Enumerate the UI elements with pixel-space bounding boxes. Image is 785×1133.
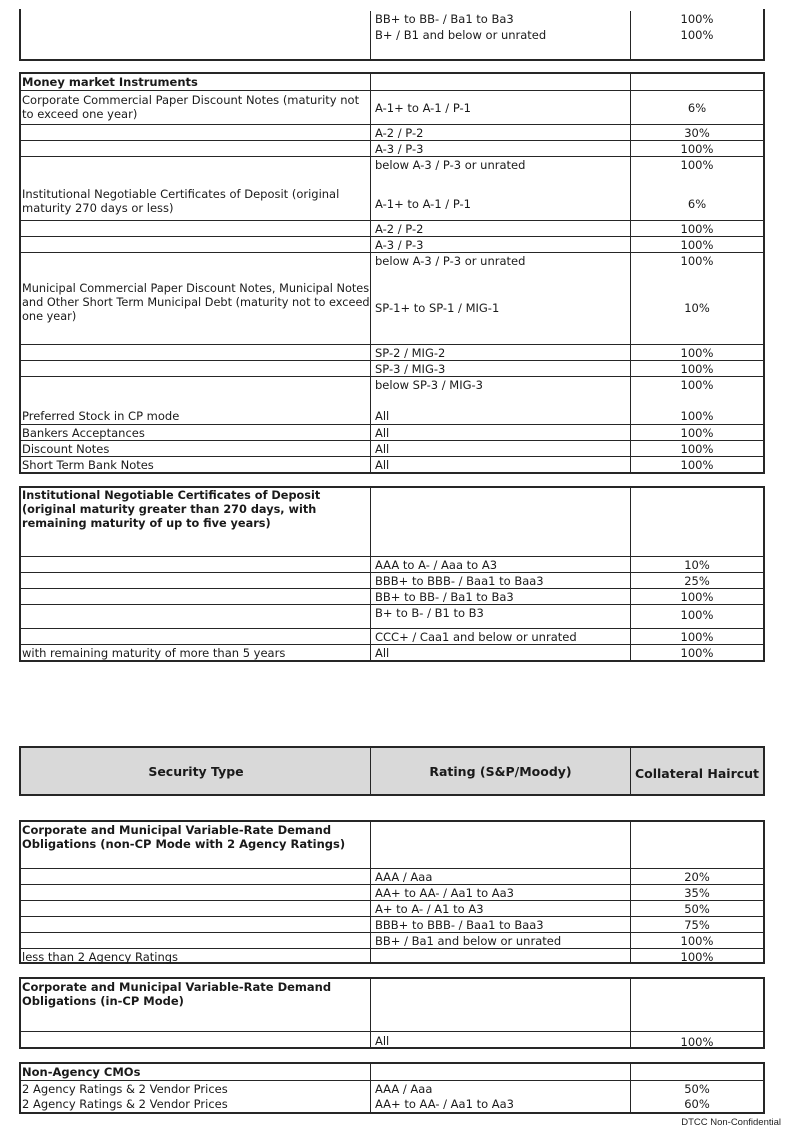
security-label: Municipal Commercial Paper Discount Notes, Municipal Notes and Other Short Term Municipal Debt (maturity not to exceed one year) <box>22 282 370 323</box>
footer-classification: DTCC Non-Confidential <box>681 1117 781 1128</box>
table-row <box>21 604 763 628</box>
haircut-cell: 100% <box>680 346 714 360</box>
table-row <box>21 900 763 916</box>
table-row <box>21 184 763 220</box>
security-label: Discount Notes <box>22 442 110 456</box>
section-title: Non-Agency CMOs <box>22 1065 141 1079</box>
rating-cell: All <box>375 646 390 660</box>
rating-cell: A-2 / P-2 <box>375 222 424 236</box>
haircut-cell: 100% <box>680 646 714 660</box>
haircut-cell: 75% <box>684 918 710 932</box>
haircut-cell: 100% <box>680 442 714 456</box>
haircut-cell: 20% <box>684 870 710 884</box>
table-row <box>21 884 763 900</box>
table-row <box>21 1064 763 1080</box>
rating-cell: All <box>375 442 390 456</box>
table-row <box>21 948 763 964</box>
security-label: Short Term Bank Notes <box>22 458 154 472</box>
haircut-cell: 100% <box>680 238 714 252</box>
table-row <box>21 140 763 156</box>
table-row <box>21 156 763 184</box>
rating-cell: All <box>375 1034 390 1048</box>
rating-cell: BB+ to BB- / Ba1 to Ba3 <box>375 590 514 604</box>
rating-cell: All <box>375 458 390 472</box>
haircut-cell: 100% <box>680 158 714 172</box>
haircut-cell: 100% <box>680 142 714 156</box>
rating-cell: below SP-3 / MIG-3 <box>375 378 483 392</box>
header-collateral-haircut: Collateral Haircut <box>634 766 760 781</box>
rating-cell: SP-2 / MIG-2 <box>375 346 446 360</box>
table-row <box>21 252 763 280</box>
rating-cell: below A-3 / P-3 or unrated <box>375 254 526 268</box>
table-top-continuation <box>19 9 765 61</box>
header-rating: Rating (S&P/Moody) <box>429 764 572 779</box>
haircut-cell: 6% <box>687 101 707 115</box>
haircut-cell: 100% <box>680 12 714 26</box>
haircut-cell: 35% <box>684 886 710 900</box>
rating-cell: A-3 / P-3 <box>375 142 424 156</box>
table-row <box>21 27 763 59</box>
haircut-cell: 25% <box>684 574 710 588</box>
section-title: Corporate and Municipal Variable-Rate Demand Obligations (in-CP Mode) <box>22 980 332 1008</box>
table-row <box>21 424 763 440</box>
haircut-cell: 100% <box>680 934 714 948</box>
security-label: Preferred Stock in CP mode <box>22 409 180 423</box>
rating-cell: SP-3 / MIG-3 <box>375 362 446 376</box>
table-header <box>19 746 765 796</box>
haircut-cell: 100% <box>680 28 714 42</box>
security-label: 2 Agency Ratings & 2 Vendor Prices <box>22 1097 228 1111</box>
rating-cell: AAA / Aaa <box>375 870 433 884</box>
table-row <box>21 556 763 572</box>
table-row <box>21 360 763 376</box>
table-vrdo-non-cp <box>19 820 765 964</box>
rating-cell: SP-1+ to SP-1 / MIG-1 <box>375 301 500 315</box>
haircut-cell: 10% <box>684 301 710 315</box>
table-vrdo-in-cp <box>19 977 765 1049</box>
table-row <box>21 440 763 456</box>
haircut-cell: 100% <box>680 409 714 423</box>
security-label: Corporate Commercial Paper Discount Notes (maturity not to exceed one year) <box>22 93 360 121</box>
haircut-cell: 100% <box>680 458 714 472</box>
rating-cell: All <box>375 409 390 423</box>
table-row <box>21 280 763 344</box>
haircut-cell: 6% <box>687 197 707 211</box>
table-non-agency-cmos <box>19 1062 765 1114</box>
rating-cell: A-3 / P-3 <box>375 238 424 252</box>
table-money-market <box>19 72 765 474</box>
rating-cell: All <box>375 426 390 440</box>
haircut-cell: 60% <box>684 1097 710 1111</box>
section-title: Corporate and Municipal Variable-Rate Demand Obligations (non-CP Mode with 2 Agency Ratings) <box>22 823 346 851</box>
table-row <box>21 868 763 884</box>
table-row <box>21 1096 763 1112</box>
table-row <box>21 220 763 236</box>
rating-cell: AAA / Aaa <box>375 1082 433 1096</box>
table-row <box>21 11 763 27</box>
haircut-cell: 50% <box>684 902 710 916</box>
table-row <box>21 628 763 644</box>
table-row <box>21 90 763 124</box>
haircut-cell: 100% <box>680 222 714 236</box>
rating-cell: A-1+ to A-1 / P-1 <box>375 101 471 115</box>
rating-cell: A-2 / P-2 <box>375 126 424 140</box>
section-title: Money market Instruments <box>22 75 198 89</box>
rating-cell: BBB+ to BBB- / Baa1 to Baa3 <box>375 574 544 588</box>
table-row <box>21 932 763 948</box>
table-row <box>21 344 763 360</box>
table-row <box>21 1031 763 1049</box>
table-row <box>21 408 763 424</box>
haircut-cell: 100% <box>680 378 714 392</box>
haircut-cell: 50% <box>684 1082 710 1096</box>
haircut-cell: 100% <box>680 362 714 376</box>
haircut-cell: 100% <box>680 426 714 440</box>
security-label: with remaining maturity of more than 5 years <box>22 646 286 660</box>
table-row <box>21 588 763 604</box>
rating-cell: BBB+ to BBB- / Baa1 to Baa3 <box>375 918 544 932</box>
rating-cell: BB+ / Ba1 and below or unrated <box>375 934 562 948</box>
haircut-cell: 100% <box>680 590 714 604</box>
haircut-cell: 100% <box>680 608 714 622</box>
rating-cell: AA+ to AA- / Aa1 to Aa3 <box>375 886 514 900</box>
table-row <box>21 644 763 660</box>
security-label: less than 2 Agency Ratings <box>22 950 179 964</box>
table-row <box>21 236 763 252</box>
rating-cell: CCC+ / Caa1 and below or unrated <box>375 630 577 644</box>
table-row <box>21 916 763 932</box>
table-row <box>21 572 763 588</box>
table-row <box>21 74 763 90</box>
table-row <box>21 488 763 556</box>
table-row <box>21 124 763 140</box>
section-title: Institutional Negotiable Certificates of Deposit (original maturity greater than 270 days, with remaining maturity of up to five years) <box>22 489 321 530</box>
rating-cell: A+ to A- / A1 to A3 <box>375 902 484 916</box>
table-row <box>21 456 763 472</box>
haircut-cell: 10% <box>684 558 710 572</box>
haircut-cell: 100% <box>680 630 714 644</box>
security-label: 2 Agency Ratings & 2 Vendor Prices <box>22 1082 228 1096</box>
header-security-type: Security Type <box>148 764 244 779</box>
rating-cell: AAA to A- / Aaa to A3 <box>375 558 498 572</box>
table-row <box>21 979 763 1031</box>
haircut-cell: 100% <box>680 254 714 268</box>
table-row <box>21 376 763 408</box>
table-cd-long <box>19 486 765 662</box>
security-label: Bankers Acceptances <box>22 426 145 440</box>
table-row <box>21 1080 763 1096</box>
haircut-cell: 100% <box>680 950 714 964</box>
haircut-cell: 30% <box>684 126 710 140</box>
rating-cell: A-1+ to A-1 / P-1 <box>375 197 471 211</box>
rating-cell: AA+ to AA- / Aa1 to Aa3 <box>375 1097 514 1111</box>
rating-cell: B+ to B- / B1 to B3 <box>375 606 484 620</box>
table-row <box>21 822 763 868</box>
rating-cell: below A-3 / P-3 or unrated <box>375 158 526 172</box>
rating-cell: B+ / B1 and below or unrated <box>375 28 547 42</box>
rating-cell: BB+ to BB- / Ba1 to Ba3 <box>375 12 514 26</box>
haircut-cell: 100% <box>680 1035 714 1049</box>
security-label: Institutional Negotiable Certificates of Deposit (original maturity 270 days or less) <box>22 187 340 215</box>
